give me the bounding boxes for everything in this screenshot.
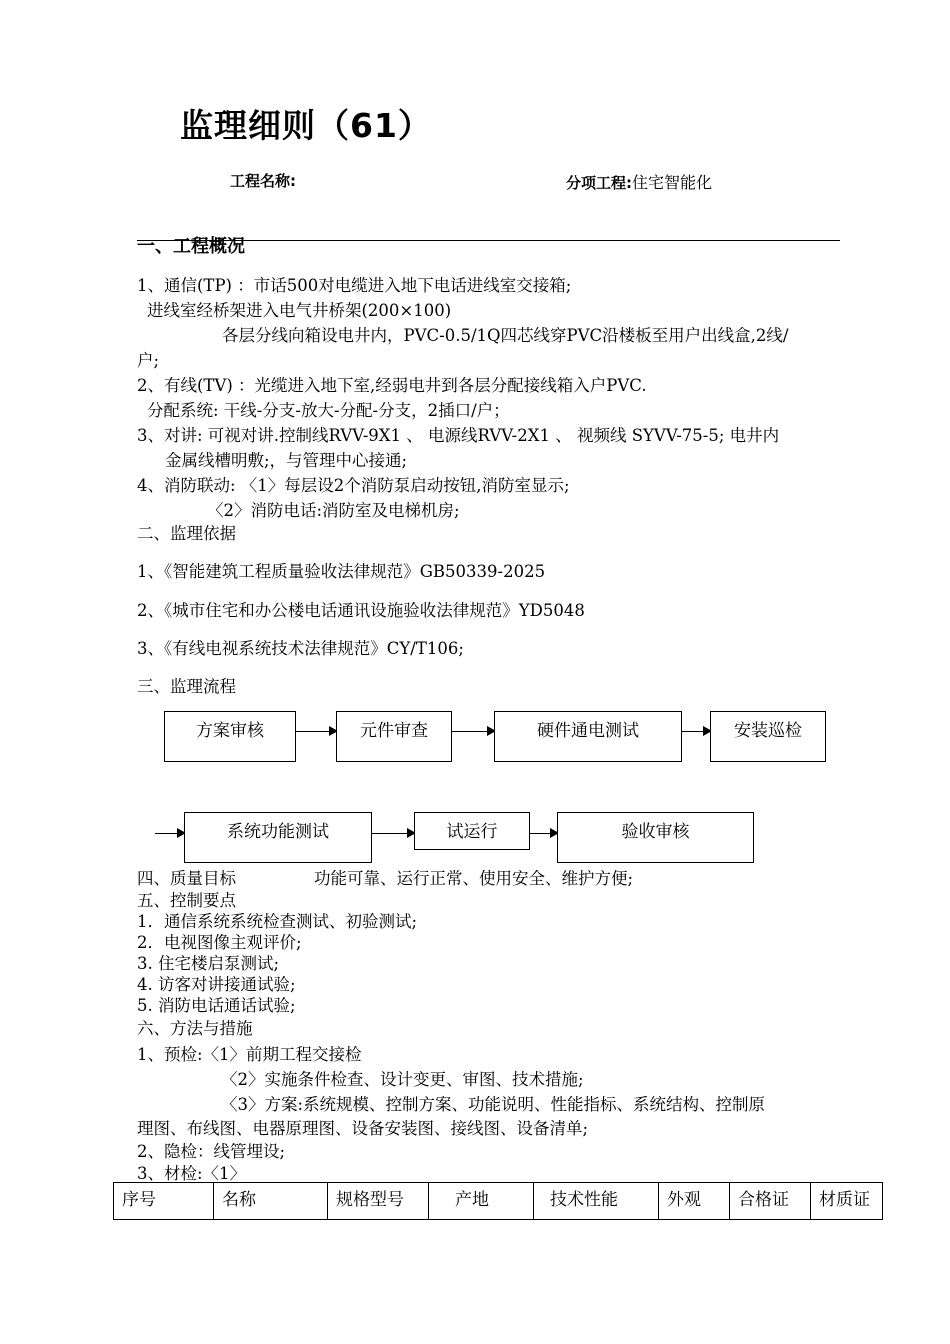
flow-arrow xyxy=(296,731,336,732)
flow-step: 方案审核 xyxy=(164,711,296,762)
method-line: 2、隐检：线管埋设; xyxy=(137,1142,286,1161)
overview-line: 各层分线向箱设电井内，PVC-0.5/1Q四芯线穿PVC沿楼板至用户出线盒,2线/ xyxy=(222,326,789,345)
overview-line: 3、对讲: 可视对讲.控制线RVV-9X1 、 电源线RVV-2X1 、 视频线 SYVV-75-5; 电井内 xyxy=(137,426,780,445)
section1-heading: 一、工程概况 xyxy=(137,236,245,257)
section2-heading: 二、监理依据 xyxy=(137,524,236,543)
overview-line: 〈2〉消防电话:消防室及电梯机房; xyxy=(207,501,460,520)
overview-line: 4、消防联动: 〈1〉每层设2个消防泵启动按钮,消防室显示; xyxy=(137,476,570,495)
flow-step: 元件审查 xyxy=(336,711,452,762)
table-header-cell: 合格证 xyxy=(730,1183,811,1220)
flow-arrow xyxy=(452,731,494,732)
method-line: 1、预检:〈1〉前期工程交接检 xyxy=(137,1045,362,1064)
flow-step: 验收审核 xyxy=(557,812,754,863)
table-header-cell: 材质证 xyxy=(811,1183,883,1220)
flow-arrow xyxy=(372,833,414,834)
method-line: 3、材检:〈1〉 xyxy=(137,1164,247,1183)
basis-item: 2、《城市住宅和办公楼电话通讯设施验收法律规范》YD5048 xyxy=(137,601,585,620)
overview-line: 分配系统: 干线-分支-放大-分配-分支，2插口/户； xyxy=(147,401,510,420)
overview-line: 2、有线(TV) ：光缆进入地下室,经弱电井到各层分配接线箱入户PVC. xyxy=(137,376,647,395)
table-header-cell: 产地 xyxy=(429,1183,534,1220)
control-point: 2．电视图像主观评价; xyxy=(137,933,302,952)
flow-arrow xyxy=(530,833,557,834)
method-line: 〈3〉方案:系统规模、控制方案、功能说明、性能指标、系统结构、控制原 xyxy=(221,1095,766,1114)
table-header-row xyxy=(114,1183,883,1220)
flow-arrow xyxy=(155,833,184,834)
sub-project-field xyxy=(566,170,712,193)
method-line: 〈2〉实施条件检查、设计变更、审图、技术措施; xyxy=(221,1070,584,1089)
section6-heading: 六、方法与措施 xyxy=(137,1019,253,1038)
overview-line: 1、通信(TP) ：市话500对电缆进入地下电话进线室交接箱; xyxy=(137,276,572,295)
table-header-cell: 规格型号 xyxy=(328,1183,429,1220)
page-title: 监理细则（61） xyxy=(180,106,432,145)
project-name-field xyxy=(230,170,296,191)
basis-item: 1、《智能建筑工程质量验收法律规范》GB50339-2025 xyxy=(137,562,546,581)
control-point: 3. 住宅楼启泵测试; xyxy=(137,954,280,973)
sub-project-value: 住宅智能化 xyxy=(632,173,713,192)
table-header-cell: 外观 xyxy=(659,1183,730,1220)
flow-step: 系统功能测试 xyxy=(184,812,372,863)
section4-heading: 四、质量目标 xyxy=(137,869,236,888)
control-point: 5. 消防电话通话试验; xyxy=(137,996,296,1015)
flow-arrow xyxy=(682,731,710,732)
table-header-cell: 序号 xyxy=(114,1183,214,1220)
project-name-label: 工程名称: xyxy=(230,172,296,190)
basis-item: 3、《有线电视系统技术法律规范》CY/T106; xyxy=(137,639,464,658)
flow-step: 安装巡检 xyxy=(710,711,826,762)
table-header-cell: 技术性能 xyxy=(534,1183,659,1220)
section5-heading: 五、控制要点 xyxy=(137,891,236,910)
method-line: 理图、布线图、电器原理图、设备安装图、接线图、设备清单; xyxy=(137,1119,589,1138)
overview-line: 进线室经桥架进入电气井桥架(200×100) xyxy=(147,301,452,320)
sub-project-label: 分项工程: xyxy=(566,174,632,192)
overview-line: 户; xyxy=(137,351,160,370)
table-header-cell: 名称 xyxy=(214,1183,328,1220)
control-point: 1．通信系统系统检查测试、初验测试; xyxy=(137,912,418,931)
flow-step: 试运行 xyxy=(414,812,530,850)
section3-heading: 三、监理流程 xyxy=(137,677,236,696)
overview-line: 金属线槽明敷;，与管理中心接通; xyxy=(165,451,408,470)
materials-table xyxy=(113,1182,883,1220)
quality-goal-text: 功能可靠、运行正常、使用安全、维护方便; xyxy=(314,869,634,888)
flow-step: 硬件通电测试 xyxy=(494,711,682,762)
control-point: 4. 访客对讲接通试验; xyxy=(137,975,296,994)
